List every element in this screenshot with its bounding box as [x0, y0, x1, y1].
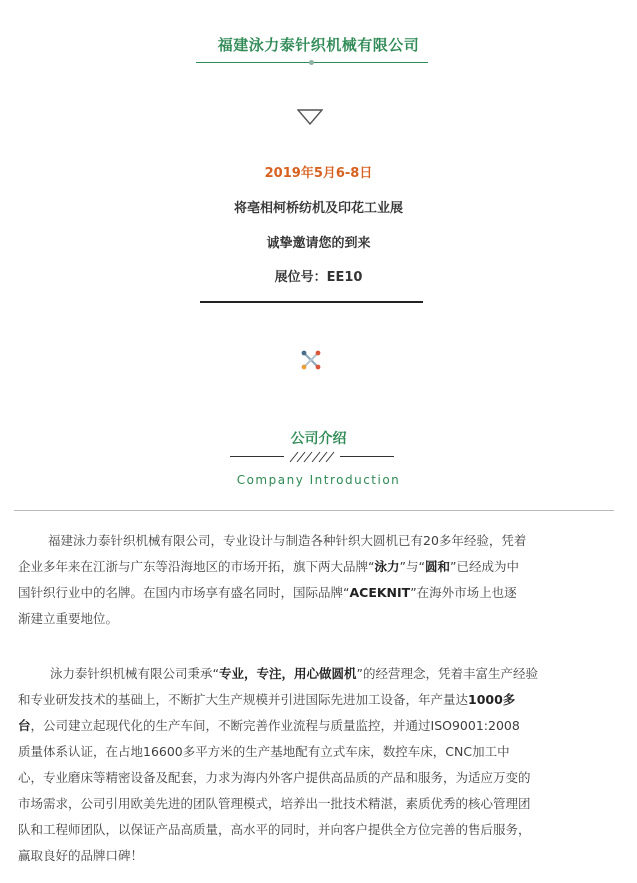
- paragraph-line: 队和工程师团队，以保证产品高质量，高水平的同时，并向客户提供全方位完善的售后服务，: [18, 822, 531, 837]
- company-title: 福建泳力泰针织机械有限公司: [217, 36, 420, 54]
- paragraph-line: 企业多年来在江浙与广东等沿海地区的市场开拓，旗下两大品牌“泳力”与“圆和”已经成为中: [18, 559, 519, 574]
- event-date: 2019年5月6-8日: [264, 166, 373, 181]
- section-title: 公司介绍: [290, 431, 347, 447]
- section-subtitle: Company Introduction: [236, 473, 401, 487]
- event-booth: 展位号：EE10: [274, 270, 363, 285]
- brand-name: 圆和: [424, 559, 450, 574]
- paragraph-line: 质量体系认证，在占地16600多平方米的生产基地配有立式车床，数控车床，CNC加工中: [18, 744, 510, 759]
- paragraph-line: 泳力泰针织机械有限公司秉承“专业，专注，用心做圆机”的经营理念，凭着丰富生产经验: [50, 666, 538, 681]
- intro-paragraph-1: [18, 528, 606, 632]
- section-rule-right: [340, 456, 394, 457]
- double-slash-icon: [286, 449, 338, 468]
- paragraph-line: 国针织行业中的名牌。在国内市场享有盛名同时，国际品牌“ACEKNIT”在海外市场上也逐: [18, 585, 517, 600]
- section-divider: [200, 301, 423, 303]
- title-underline-dot: [309, 60, 314, 65]
- paragraph-line: 渐建立重要地位。: [18, 611, 119, 626]
- brand-name: 泳力: [374, 559, 400, 574]
- event-invite: 诚挚邀请您的到来: [266, 236, 371, 251]
- intro-paragraph-2: [18, 661, 606, 869]
- company-motto: 专业，专注，用心做圆机: [218, 666, 357, 681]
- paragraph-line: 和专业研发技术的基础上，不断扩大生产规模并引进国际先进加工设备，年产量达1000多: [18, 692, 516, 707]
- content-divider: [14, 510, 614, 511]
- section-rule-left: [230, 456, 284, 457]
- paragraph-line: 福建泳力泰针织机械有限公司，专业设计与制造各种针织大圆机已有20多年经验，凭着: [48, 533, 527, 548]
- annual-output-unit: 台: [18, 718, 31, 733]
- paragraph-line: 市场需求，公司引用欧美先进的团队管理模式，培养出一批技术精湛，素质优秀的核心管理团: [18, 796, 531, 811]
- brand-name: ACEKNIT: [349, 585, 411, 600]
- cross-dots-icon: [300, 349, 322, 375]
- annual-output: 1000多: [468, 692, 516, 707]
- paragraph-line: 赢取良好的品牌口碑！: [18, 848, 144, 863]
- paragraph-line: 台，公司建立起现代化的生产车间，不断完善作业流程与质量监控，并通过ISO9001:2008: [18, 718, 520, 733]
- triangle-down-icon: [297, 109, 323, 129]
- paragraph-line: 心，专业磨床等精密设备及配套，力求为海内外客户提供高品质的产品和服务，为适应万变的: [18, 770, 531, 785]
- event-name: 将亳相柯桥纺机及印花工业展: [233, 201, 403, 216]
